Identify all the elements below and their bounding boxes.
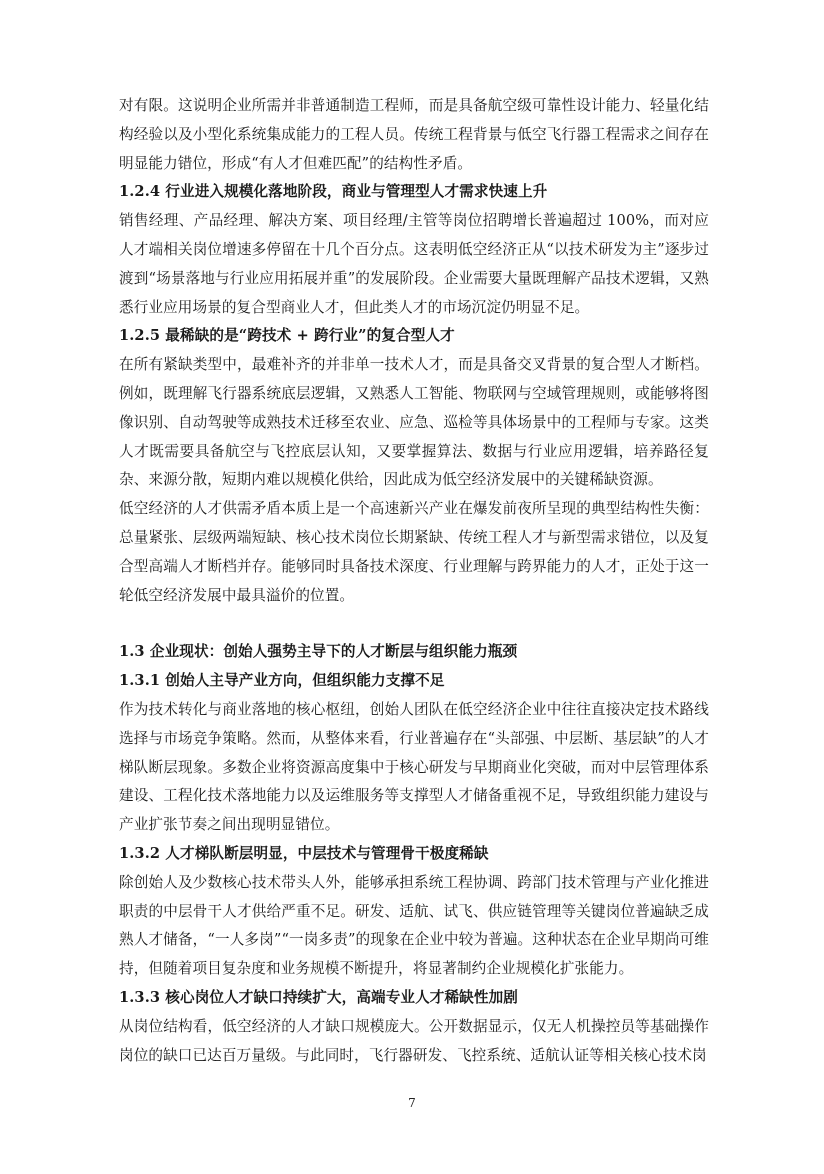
section-heading-1-3: 1.3 企业现状：创始人强势主导下的人才断层与组织能力瓶颈 — [119, 643, 518, 661]
paragraph: 对有限。这说明企业所需并非普通制造工程师，而是具备航空级可靠性设计能力、轻量化结构经验以及小型化系统集成能力的工程人员。传统工程背景与低空飞行器工程需求之间存在明显能力错位，形成“有人才但难匹配”的结构性矛盾。 — [119, 97, 709, 172]
section-heading-1-3-2: 1.3.2 人才梯队断层明显，中层技术与管理骨干极度稀缺 — [119, 844, 489, 862]
paragraph: 除创始人及少数核心技术带头人外，能够承担系统工程协调、跨部门技术管理与产业化推进职责的中层骨干人才供给严重不足。研发、适航、试飞、供应链管理等关键岗位普遍缺乏成熟人才储备，“一人多岗”“一岗多责”的现象在企业中较为普遍。这种状态在企业早期尚可维持，但随着项目复杂度和业务规模不断提升，将显著制约企业规模化扩张能力。 — [119, 873, 709, 978]
paragraph: 从岗位结构看，低空经济的人才缺口规模庞大。公开数据显示，仅无人机操控员等基础操作岗位的缺口已达百万量级。与此同时，飞行器研发、飞控系统、适航认证等相关核心技术岗 — [119, 1017, 709, 1064]
page-content — [119, 92, 709, 1070]
page-number: 7 — [408, 1096, 416, 1110]
section-heading-1-2-4: 1.2.4 行业进入规模化落地阶段，商业与管理型人才需求快速上升 — [119, 183, 548, 201]
paragraph: 销售经理、产品经理、解决方案、项目经理/主管等岗位招聘增长普遍超过 100%，而对应人才端相关岗位增速多停留在十几个百分点。这表明低空经济正从“以技术研发为主”逐步过渡到“场景落地与行业应用拓展并重”的发展阶段。企业需要大量既理解产品技术逻辑，又熟悉行业应用场景的复合型商业人才，但此类人才的市场沉淀仍明显不足。 — [119, 212, 709, 316]
section-heading-1-2-5: 1.2.5 最稀缺的是“跨技术 + 跨行业”的复合型人才 — [119, 327, 455, 345]
section-heading-1-3-1: 1.3.1 创始人主导产业方向，但组织能力支撑不足 — [119, 672, 445, 690]
section-spacer — [119, 610, 709, 638]
paragraph: 低空经济的人才供需矛盾本质上是一个高速新兴产业在爆发前夜所呈现的典型结构性失衡：总量紧张、层级两端短缺、核心技术岗位长期紧缺、传统工程人才与新型需求错位，以及复合型高端人才断档并存。能够同时具备技术深度、行业理解与跨界能力的人才，正处于这一轮低空经济发展中最具溢价的位置。 — [119, 500, 709, 604]
section-heading-1-3-3: 1.3.3 核心岗位人才缺口持续扩大，高端专业人才稀缺性加剧 — [119, 988, 518, 1006]
paragraph: 作为技术转化与商业落地的核心枢纽，创始人团队在低空经济企业中往往直接决定技术路线选择与市场竞争策略。然而，从整体来看，行业普遍存在“头部强、中层断、基层缺”的人才梯队断层现象。多数企业将资源高度集中于核心研发与早期商业化突破，而对中层管理体系建设、工程化技术落地能力以及运维服务等支撑型人才储备重视不足，导致组织能力建设与产业扩张节奏之间出现明显错位。 — [119, 700, 709, 834]
paragraph: 在所有紧缺类型中，最难补齐的并非单一技术人才，而是具备交叉背景的复合型人才断档。例如，既理解飞行器系统底层逻辑，又熟悉人工智能、物联网与空域管理规则，或能够将图像识别、自动驾驶等成熟技术迁移至农业、应急、巡检等具体场景中的工程师与专家。这类人才既需要具备航空与飞控底层认知，又要掌握算法、数据与行业应用逻辑，培养路径复杂、来源分散，短期内难以规模化供给，因此成为低空经济发展中的关键稀缺资源。 — [119, 356, 709, 489]
